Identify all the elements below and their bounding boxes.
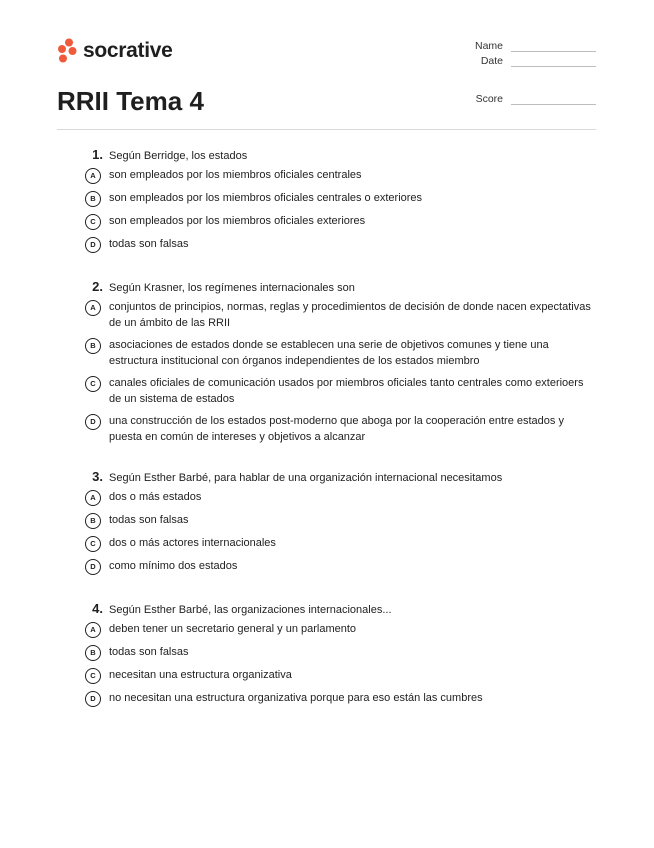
question-1 xyxy=(85,148,595,259)
option-text: necesitan una estructura organizativa xyxy=(109,669,292,681)
option-text: son empleados por los miembros oficiales centrales o exteriores xyxy=(109,192,423,204)
score-field[interactable] xyxy=(455,93,596,105)
answer-option[interactable] xyxy=(85,375,595,407)
option-text: canales oficiales de comunicación usados por miembros oficiales tanto centrales como exterioers de un sistema de estados xyxy=(109,377,584,405)
name-line[interactable] xyxy=(511,50,596,52)
question-text: Según Krasner, los regímenes internacionales son xyxy=(109,282,355,294)
socrative-logo xyxy=(57,38,173,64)
page-title: RRII Tema 4 xyxy=(57,86,204,116)
answer-option[interactable] xyxy=(85,512,595,529)
answer-option[interactable] xyxy=(85,489,595,506)
option-text: no necesitan una estructura organizativa porque para eso están las cumbres xyxy=(109,692,483,704)
option-text: todas son falsas xyxy=(109,238,189,250)
answer-option[interactable] xyxy=(85,690,595,707)
option-letter-badge[interactable]: B xyxy=(85,191,101,207)
option-letter-badge[interactable]: A xyxy=(85,168,101,184)
option-text: son empleados por los miembros oficiales exteriores xyxy=(109,215,366,227)
question-number: 4. xyxy=(92,601,103,616)
option-text: dos o más actores internacionales xyxy=(109,537,276,549)
option-letter-badge[interactable]: B xyxy=(85,338,101,354)
option-text: una construcción de los estados post-moderno que aboga por la cooperación entre estados y puesta en común de intereses y objetivos a alcanzar xyxy=(109,415,564,443)
brand-name: socrative xyxy=(83,39,173,62)
question-number: 1. xyxy=(92,147,103,162)
option-letter-badge[interactable]: A xyxy=(85,622,101,638)
question-4 xyxy=(85,602,595,713)
option-text: deben tener un secretario general y un parlamento xyxy=(109,623,357,635)
option-text: dos o más estados xyxy=(109,491,202,503)
answer-option[interactable] xyxy=(85,299,595,331)
answer-option[interactable] xyxy=(85,413,595,445)
date-label: Date xyxy=(480,55,503,67)
option-letter-badge[interactable]: B xyxy=(85,513,101,529)
option-letter-badge[interactable]: D xyxy=(85,691,101,707)
option-letter-badge[interactable]: C xyxy=(85,376,101,392)
name-field[interactable] xyxy=(455,40,596,52)
header-divider xyxy=(57,129,596,130)
question-text: Según Esther Barbé, las organizaciones internacionales... xyxy=(109,604,392,616)
option-letter-badge[interactable]: C xyxy=(85,668,101,684)
score-line[interactable] xyxy=(511,103,596,105)
question-3 xyxy=(85,470,595,581)
option-letter-badge[interactable]: A xyxy=(85,300,101,316)
answer-option[interactable] xyxy=(85,167,595,184)
option-text: como mínimo dos estados xyxy=(109,560,238,572)
answer-option[interactable] xyxy=(85,558,595,575)
answer-option[interactable] xyxy=(85,644,595,661)
option-letter-badge[interactable]: D xyxy=(85,559,101,575)
socrative-logo-icon xyxy=(57,38,79,64)
answer-option[interactable] xyxy=(85,213,595,230)
answer-option[interactable] xyxy=(85,236,595,253)
option-letter-badge[interactable]: D xyxy=(85,237,101,253)
date-field[interactable] xyxy=(455,55,596,67)
answer-option[interactable] xyxy=(85,621,595,638)
question-text: Según Esther Barbé, para hablar de una organización internacional necesitamos xyxy=(109,472,503,484)
date-line[interactable] xyxy=(511,65,596,67)
question-2 xyxy=(85,280,595,451)
option-letter-badge[interactable]: C xyxy=(85,214,101,230)
question-number: 2. xyxy=(92,279,103,294)
option-letter-badge[interactable]: A xyxy=(85,490,101,506)
option-letter-badge[interactable]: C xyxy=(85,536,101,552)
option-letter-badge[interactable]: D xyxy=(85,414,101,430)
question-text: Según Berridge, los estados xyxy=(109,150,248,162)
name-label: Name xyxy=(474,40,503,52)
answer-option[interactable] xyxy=(85,190,595,207)
option-text: asociaciones de estados donde se establecen una serie de objetivos comunes y tiene una estructura institucional con órganos independientes de los estados miembro xyxy=(109,339,549,367)
answer-option[interactable] xyxy=(85,667,595,684)
score-label: Score xyxy=(475,93,503,105)
question-number: 3. xyxy=(92,469,103,484)
option-text: son empleados por los miembros oficiales centrales xyxy=(109,169,362,181)
answer-option[interactable] xyxy=(85,337,595,369)
option-text: todas son falsas xyxy=(109,646,189,658)
option-text: conjuntos de principios, normas, reglas y procedimientos de decisión de donde nacen expectativas de un ámbito de las RRII xyxy=(109,301,591,329)
answer-option[interactable] xyxy=(85,535,595,552)
option-text: todas son falsas xyxy=(109,514,189,526)
option-letter-badge[interactable]: B xyxy=(85,645,101,661)
